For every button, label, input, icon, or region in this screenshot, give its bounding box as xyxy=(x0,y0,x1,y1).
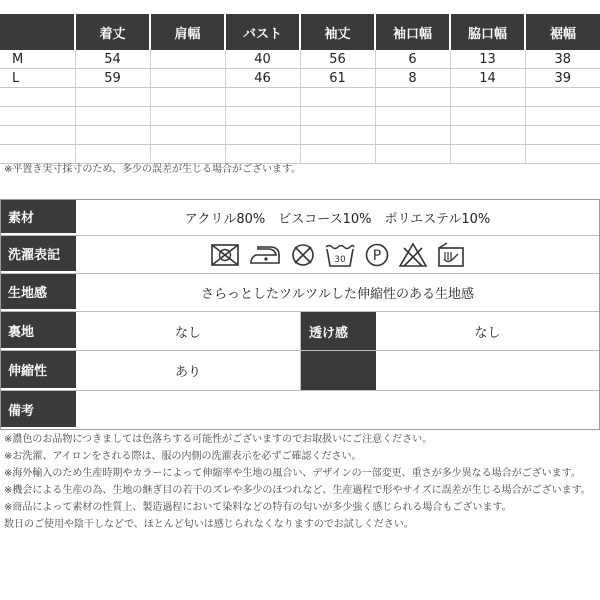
iron-low-icon xyxy=(248,243,282,267)
note-line: ※濃色のお品物につきましては色落ちする可能性がございますのでお取扱いにご注意ください。 xyxy=(4,434,433,445)
table-row xyxy=(0,50,600,69)
table-cell: 6 xyxy=(375,50,450,69)
care-icons xyxy=(76,236,599,273)
table-row xyxy=(0,107,600,126)
note-line: ※海外輸入のため生産時期やカラーによって伸縮率や生地の風合い、デザインの一部変更、重さが多少異なる場合がございます。 xyxy=(4,468,581,479)
table-cell xyxy=(150,69,225,88)
size-header-cell: 袖口幅 xyxy=(375,14,450,50)
note-line: ※お洗濯、アイロンをされる際は、服の内側の洗濯表示を必ずご確認ください。 xyxy=(4,451,362,462)
spec-row-fabric xyxy=(1,274,599,312)
spec-row-material xyxy=(1,200,599,236)
spec-row-stretch xyxy=(1,351,599,391)
care-label: 洗濯表記 xyxy=(1,236,76,273)
note-line: ※機会による生産の為、生地の継ぎ目の若干のズレや多少のほつれなど、生産過程で形やサイズに誤差が生じる場合がございます。 xyxy=(4,485,591,496)
remarks-label: 備考 xyxy=(1,391,76,429)
size-header-cell: 肩幅 xyxy=(150,14,225,50)
notes-list xyxy=(4,431,591,533)
remarks-value xyxy=(76,391,599,429)
size-label: L xyxy=(0,69,75,88)
table-cell: 61 xyxy=(300,69,375,88)
no-hand-wash-icon xyxy=(210,242,240,268)
sheer-value: なし xyxy=(474,325,501,341)
lining-value: なし xyxy=(76,312,301,350)
table-cell: 59 xyxy=(75,69,150,88)
no-bleach-icon xyxy=(398,242,428,268)
note-line: ※商品によって素材の性質上、製造過程において染料などの特有の匂いが多少強く感じられる場合もございます。 xyxy=(4,502,512,513)
size-header-cell: 脇口幅 xyxy=(450,14,525,50)
table-row xyxy=(0,69,600,88)
size-note: ※平置き実寸採寸のため、多少の誤差が生じる場合がございます。 xyxy=(4,164,302,175)
spec-row-remarks xyxy=(1,391,599,429)
table-row xyxy=(0,88,600,107)
svg-text:P: P xyxy=(372,247,381,264)
table-cell: 56 xyxy=(300,50,375,69)
size-header-cell: 着丈 xyxy=(75,14,150,50)
size-header-cell: 裾幅 xyxy=(525,14,600,50)
table-cell: 39 xyxy=(525,69,600,88)
size-header-cell: バスト xyxy=(225,14,300,50)
table-cell: 38 xyxy=(525,50,600,69)
size-label: M xyxy=(0,50,75,69)
table-cell: 14 xyxy=(450,69,525,88)
spec-table xyxy=(0,199,600,430)
empty-gray-cell xyxy=(301,351,376,390)
table-cell: 13 xyxy=(450,50,525,69)
no-tumble-dry-icon xyxy=(290,242,316,268)
stretch-value: あり xyxy=(76,351,301,390)
hang-dry-shade-icon xyxy=(436,242,466,268)
table-cell: 54 xyxy=(75,50,150,69)
table-row xyxy=(0,126,600,145)
wash-30-icon xyxy=(324,242,356,268)
spec-row-lining xyxy=(1,312,599,351)
fabric-label: 生地感 xyxy=(1,274,76,311)
material-label: 素材 xyxy=(1,200,76,235)
table-cell: 8 xyxy=(375,69,450,88)
stretch-label: 伸縮性 xyxy=(1,351,76,390)
size-header-cell xyxy=(0,14,75,50)
fabric-value: さらっとしたツルツルした伸縮性のある生地感 xyxy=(200,287,474,302)
dry-clean-p-icon xyxy=(364,242,390,268)
sheer-label: 透け感 xyxy=(301,312,376,350)
note-line: 数日のご使用や陰干しなどで、ほとんど匂いは感じられなくなりますのでお試しください。 xyxy=(4,519,414,530)
svg-text:30: 30 xyxy=(333,254,346,265)
material-value: アクリル80% ビスコース10% ポリエステル10% xyxy=(184,212,491,227)
table-cell xyxy=(150,50,225,69)
size-table-header xyxy=(0,14,600,50)
spec-row-care xyxy=(1,236,599,274)
size-header-cell: 袖丈 xyxy=(300,14,375,50)
table-cell: 40 xyxy=(225,50,300,69)
table-cell: 46 xyxy=(225,69,300,88)
lining-label: 裏地 xyxy=(1,312,76,350)
size-table xyxy=(0,14,600,164)
